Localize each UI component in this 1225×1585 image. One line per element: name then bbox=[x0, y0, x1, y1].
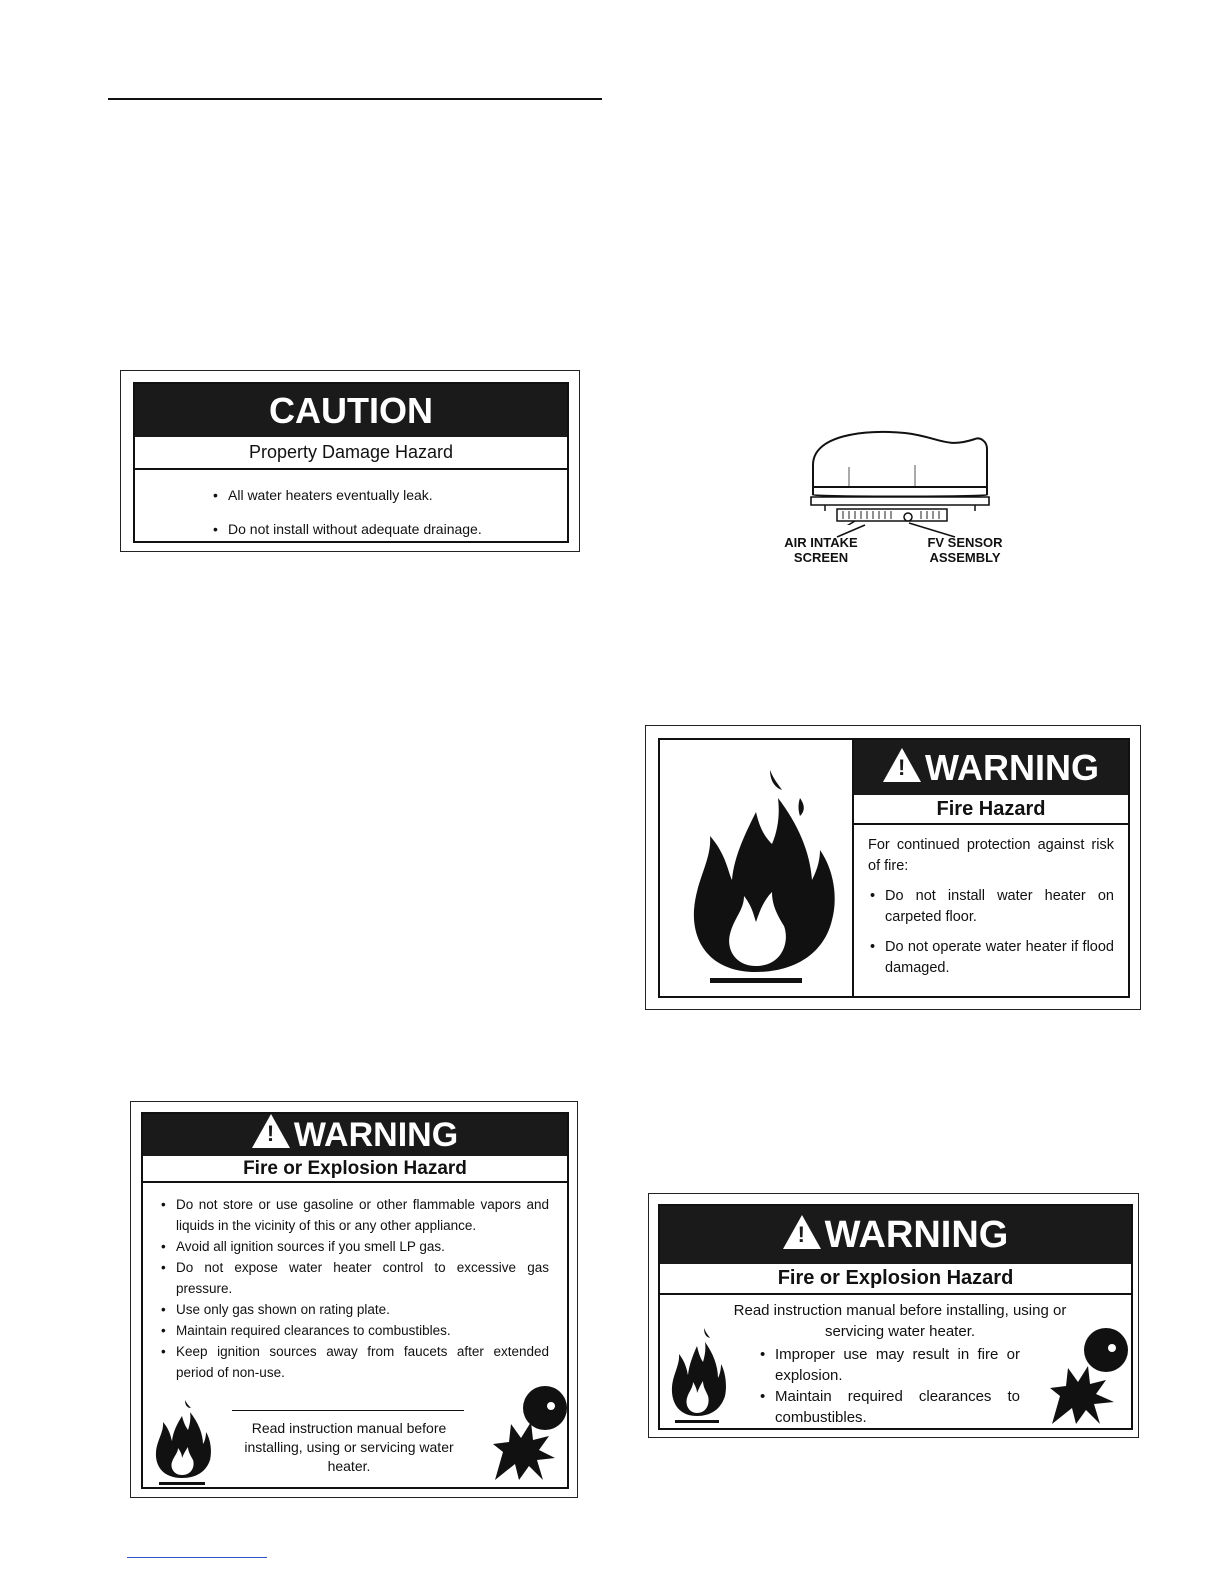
top-rule bbox=[108, 98, 602, 100]
warning-fire-hazard-label bbox=[645, 725, 1141, 1010]
explosion-icon bbox=[491, 1382, 569, 1482]
caution-list bbox=[211, 487, 482, 555]
divider bbox=[232, 1410, 464, 1411]
warning-subheading: Fire or Explosion Hazard bbox=[143, 1156, 567, 1183]
list-item: • All water heaters eventually leak. bbox=[211, 487, 482, 503]
caution-heading: CAUTION bbox=[135, 384, 567, 437]
list-item: • Avoid all ignition sources if you smell LP gas. bbox=[159, 1236, 549, 1257]
flame-icon bbox=[666, 1324, 728, 1428]
alert-triangle-icon bbox=[783, 1215, 821, 1249]
list-item: • Maintain required clearances to combustibles. bbox=[758, 1386, 1020, 1428]
warning-subheading: Fire Hazard bbox=[854, 795, 1128, 825]
warning-note: Read instruction manual before installing, using or servicing water heater. bbox=[244, 1420, 454, 1474]
warning-list bbox=[868, 886, 1114, 979]
warning-intro: For continued protection against risk of fire: bbox=[868, 837, 1114, 874]
caution-label bbox=[120, 370, 580, 552]
list-item: • Improper use may result in fire or explosion. bbox=[758, 1344, 1020, 1386]
flame-icon bbox=[660, 740, 852, 996]
warning-list bbox=[758, 1344, 1020, 1428]
list-item: • Do not store or use gasoline or other flammable vapors and liquids in the vicinity of this or any other appliance. bbox=[159, 1194, 549, 1236]
caution-subheading: Property Damage Hazard bbox=[135, 437, 567, 470]
warning-intro: Read instruction manual before installing, using or servicing water heater. bbox=[733, 1302, 1067, 1340]
air-intake-label: AIR INTAKE SCREEN bbox=[784, 535, 858, 565]
warning-list bbox=[159, 1194, 549, 1383]
footer-link-underline bbox=[127, 1557, 267, 1558]
list-item: • Do not expose water heater control to excessive gas pressure. bbox=[159, 1257, 549, 1299]
warning-heading: !WARNING bbox=[660, 1206, 1131, 1264]
list-item: • Keep ignition sources away from faucets after extended period of non-use. bbox=[159, 1341, 549, 1383]
flame-icon bbox=[149, 1396, 215, 1488]
fv-sensor-label: FV SENSOR ASSEMBLY bbox=[927, 535, 1003, 565]
warning-heading: !WARNING bbox=[854, 740, 1128, 795]
explosion-icon bbox=[1048, 1324, 1130, 1428]
alert-triangle-icon bbox=[252, 1114, 290, 1148]
leader-lines bbox=[775, 521, 1015, 541]
blower-diagram bbox=[775, 425, 1015, 573]
blower-illustration bbox=[775, 425, 1015, 525]
warning-subheading: Fire or Explosion Hazard bbox=[660, 1264, 1131, 1295]
list-item: • Maintain required clearances to combustibles. bbox=[159, 1320, 549, 1341]
alert-triangle-icon bbox=[883, 748, 921, 782]
list-item: • Do not install without adequate drainage. bbox=[211, 521, 482, 537]
warning-heading: !WARNING bbox=[143, 1114, 567, 1156]
list-item: • Do not install water heater on carpeted floor. bbox=[868, 886, 1114, 928]
list-item: • Use only gas shown on rating plate. bbox=[159, 1299, 549, 1320]
list-item: • Do not operate water heater if flood damaged. bbox=[868, 937, 1114, 979]
warning-fire-explosion-label-2 bbox=[648, 1193, 1139, 1438]
warning-fire-explosion-label bbox=[130, 1101, 578, 1498]
